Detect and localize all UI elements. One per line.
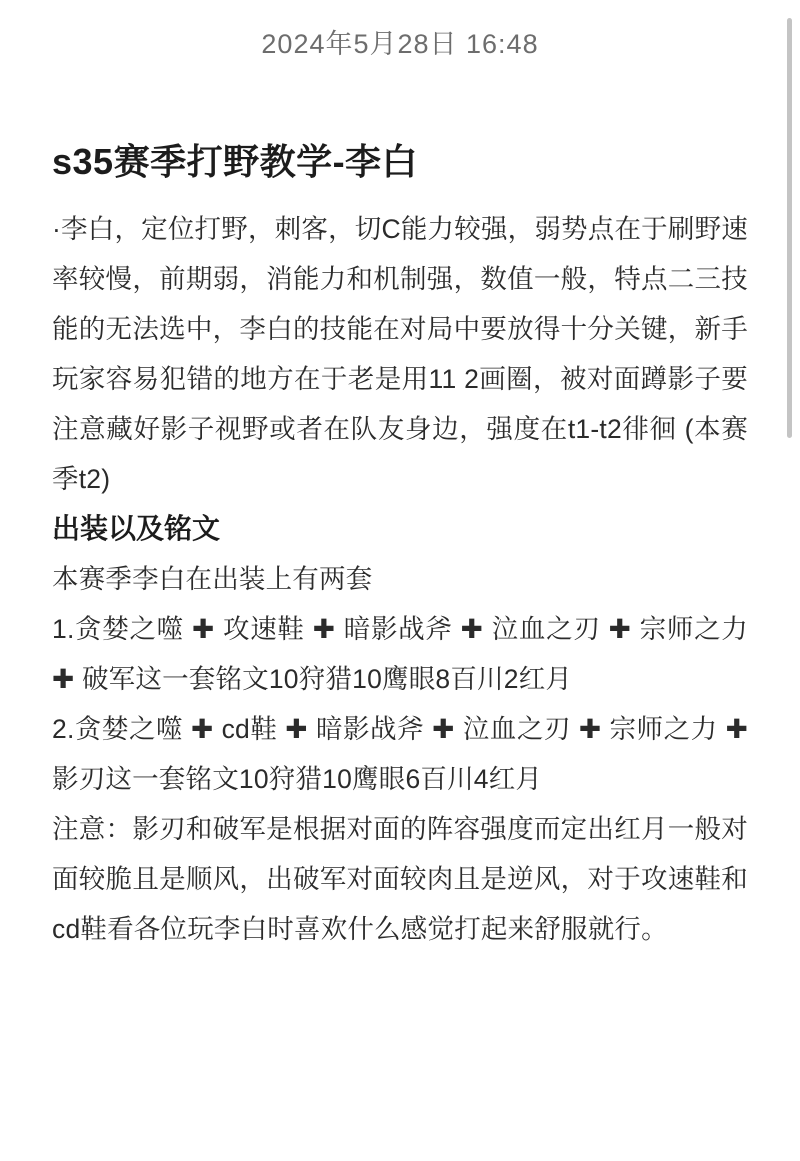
scrollbar-track[interactable]	[791, 8, 796, 1153]
section-heading: 出装以及铭文	[52, 512, 221, 544]
body-line-4: 注意：影刃和破军是根据对面的阵容强度而定出红月一般对面较脆且是顺风，出破军对面较肉且是逆风，对于攻速鞋和cd鞋看各位玩李白时喜欢什么感觉打起来舒服就行。	[52, 813, 748, 944]
document-content	[0, 139, 800, 954]
timestamp: 2024年5月28日 16:48	[261, 29, 539, 59]
body-line-2: 1.贪婪之噬 ✚ 攻速鞋 ✚ 暗影战斧 ✚ 泣血之刃 ✚ 宗师之力 ✚ 破军这一套铭文10狩猎10鹰眼8百川2红月	[52, 613, 748, 694]
body-line-1: 本赛季李白在出装上有两套	[52, 563, 373, 594]
page-title: s35赛季打野教学-李白	[52, 141, 419, 182]
scrollbar-thumb[interactable]	[787, 18, 792, 438]
intro-paragraph: ·李白，定位打野，刺客，切C能力较强，弱势点在于刷野速率较慢，前期弱，消能力和机制强，数值一般，特点二三技能的无法选中，李白的技能在对局中要放得十分关键，新手玩家容易犯错的地方在于老是用11 2画圈，被对面蹲影子要注意藏好影子视野或者在队友身边，强度在t1-t2徘徊 (本赛季t2)	[52, 213, 748, 494]
body-line-3: 2.贪婪之噬 ✚ cd鞋 ✚ 暗影战斧 ✚ 泣血之刃 ✚ 宗师之力 ✚ 影刃这一套铭文10狩猎10鹰眼6百川4红月	[52, 713, 748, 794]
